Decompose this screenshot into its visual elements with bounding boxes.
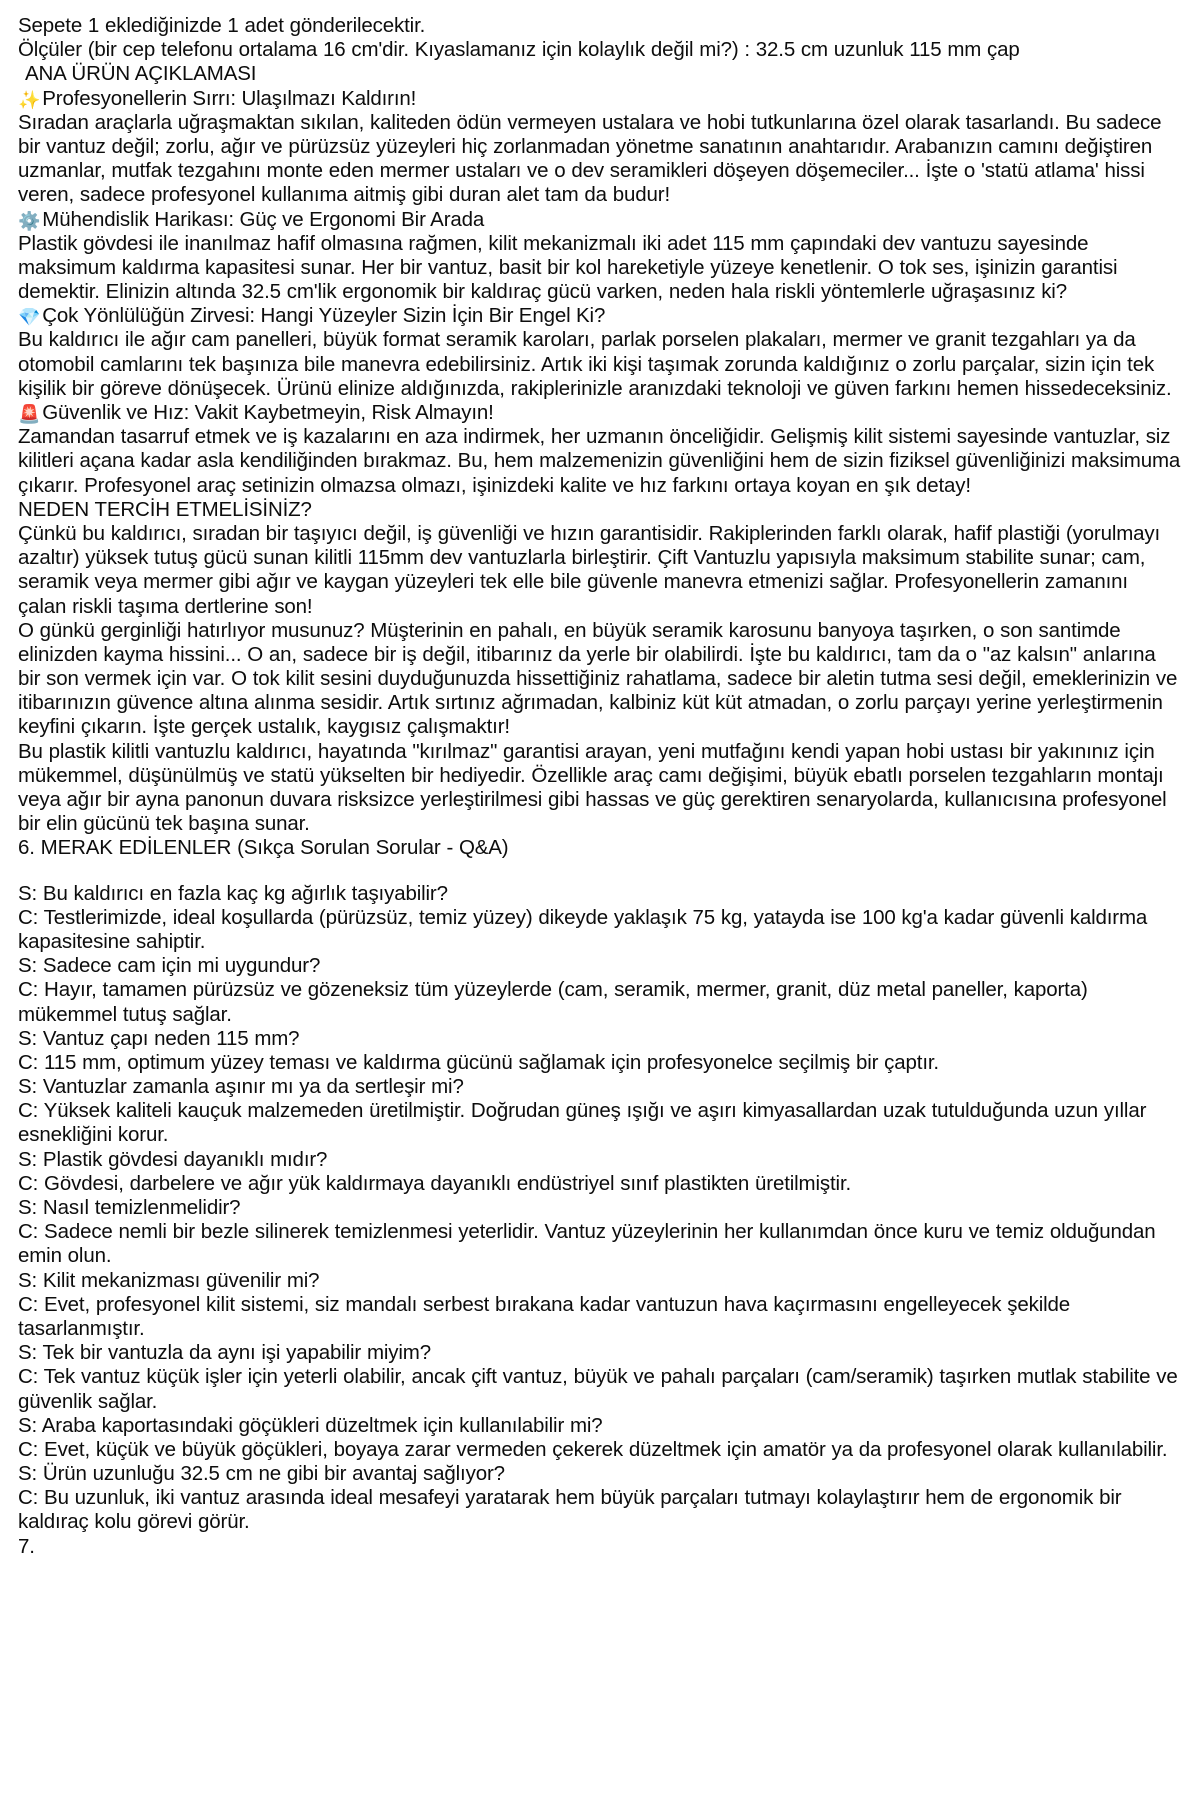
faq-question: S: Kilit mekanizması güvenilir mi? (18, 1268, 320, 1292)
faq-question: S: Sadece cam için mi uygundur? (18, 954, 321, 978)
section-4-body: Zamandan tasarruf etmek ve iş kazalarını en aza indirmek, her uzmanın önceliğidir. Gelişmiş kilit sistemi sayesinde vantuzlar, siz kilitleri açana kadar asla kendiliğinden bırakmaz. Bu, hem malzemenizin güvenliğini hem de sizin fiziksel güvenliğinizi maksimuma çıkarır. Profesyonel araç setinizin olmazsa olmazı, işinizdeki kalite ve hız farkını ortaya koyan en şık detay! (18, 425, 1187, 497)
section-4-title: Güvenlik ve Hız: Vakit Kaybetmeyin, Risk Almayın! (42, 401, 494, 424)
faq-answer: C: Evet, profesyonel kilit sistemi, siz mandalı serbest bırakana kadar vantuzun hava kaçırmasını engelleyecek şekilde tasarlanmıştır. (18, 1292, 1076, 1340)
faq-question: S: Plastik gövdesi dayanıklı mıdır? (18, 1147, 328, 1171)
section-4-heading (18, 401, 1182, 425)
trailing-number: 7. (18, 1534, 35, 1558)
faq-question: S: Ürün uzunluğu 32.5 cm ne gibi bir avantaj sağlıyor? (18, 1462, 505, 1486)
faq-answer: C: Yüksek kaliteli kauçuk malzemeden üretilmiştir. Doğrudan güneş ışığı ve aşırı kimyasallardan uzak tutulduğunda uzun yıllar esnekliğini korur. (18, 1099, 1153, 1147)
faq-answer: C: Testlerimizde, ideal koşullarda (pürüzsüz, temiz yüzey) dikeyde yaklaşık 75 kg, yatayda ise 100 kg'a kadar güvenli kaldırma kapasitesine sahiptir. (18, 905, 1154, 953)
section-3-body: Bu kaldırıcı ile ağır cam panelleri, büyük format seramik karoları, parlak porselen plakaları, mermer ve granit tezgahları ya da otomobil camlarını tek başınıza bile manevra edebilirsiniz. Artık iki kişi taşımak zorunda kaldığınız o zorlu parçalar, sizin için tek kişilik bir göreve dönüşecek. Ürünü elinize aldığınızda, rakiplerinizle aranızdaki teknoloji ve güven farkını hemen hissedeceksiniz. (18, 328, 1172, 400)
intro-line-1: Sepete 1 eklediğinizde 1 adet gönderilecektir. (18, 14, 426, 37)
section-2-heading (18, 208, 1182, 232)
faq-answer: C: Tek vantuz küçük işler için yeterli olabilir, ancak çift vantuz, büyük ve pahalı parçaları (cam/seramik) taşırken mutlak stabilite ve güvenlik sağlar. (18, 1365, 1184, 1413)
faq-answer: C: 115 mm, optimum yüzey teması ve kaldırma gücünü sağlamak için profesyonelce seçilmiş bir çaptır. (18, 1050, 939, 1074)
faq-question: S: Araba kaportasındaki göçükleri düzeltmek için kullanılabilir mi? (18, 1413, 603, 1437)
faq-question: S: Nasıl temizlenmelidir? (18, 1196, 241, 1219)
why-paragraph-2: O günkü gerginliği hatırlıyor musunuz? Müşterinin en pahalı, en büyük seramik karosunu banyoya taşırken, o son santimde elinizden kayma hissini... O an, sadece bir iş değil, itibarınız da yerle bir olabilirdi. İşte bu kaldırıcı, tam da o "az kalsın" anlarına bir son vermek için var. O tok kilit sesini duyduğunuzda hissettiğiniz rahatlama, sadece bir aletin tutma sesi değil, emeklerinizin ve itibarınızın güvence altına alınma sesidir. Artık sırtınız ağrımadan, kalbiniz küt küt atmadan, o zorlu parçayı yerine yerleştirmenin keyfini çıkarın. İşte gerçek ustalık, kaygısız çalışmaktır! (18, 618, 1184, 739)
faq-spacer (18, 861, 1182, 882)
faq-answer: C: Sadece nemli bir bezle silinerek temizlenmesi yeterlidir. Vantuz yüzeylerinin her kullanımdan önce kuru ve temiz olduğundan emin olun. (18, 1220, 1162, 1268)
section-1-body: Sıradan araçlarla uğraşmaktan sıkılan, kaliteden ödün vermeyen ustalara ve hobi tutkunlarına özel olarak tasarlandı. Bu sadece bir vantuz değil; zorlu, ağır ve pürüzsüz yüzeyleri hiç zorlanmadan yönetme sanatının anahtarıdır. Arabanızın camını değiştiren uzmanlar, mutfak tezgahını monte eden mermer ustaları ve o dev seramikleri döşeyen döşemeciler... İşte o 'statü atlama' hissi veren, sadece profesyonel kullanıma aitmiş gibi duran alet tam da budur! (18, 110, 1168, 207)
faq-question: S: Tek bir vantuzla da aynı işi yapabilir miyim? (18, 1341, 431, 1365)
section-3-heading (18, 304, 1182, 328)
faq-answer: C: Gövdesi, darbelere ve ağır yük kaldırmaya dayanıklı endüstriyel sınıf plastikten üretilmiştir. (18, 1171, 852, 1195)
faq-answer: C: Bu uzunluk, iki vantuz arasında ideal mesafeyi yaratarak hem büyük parçaları tutmayı kolaylaştırır hem de ergonomik bir kaldıraç kolu görevi görür. (18, 1486, 1128, 1534)
main-heading: ANA ÜRÜN AÇIKLAMASI (25, 62, 257, 86)
why-paragraph-1: Çünkü bu kaldırıcı, sıradan bir taşıyıcı değil, iş güvenliği ve hızın garantisidir. Rakiplerinden farklı olarak, hafif plastiği (yorulmayı azaltır) yüksek tutuş gücü sunan kilitli 115mm dev vantuzlarla birleştirir. Çift Vantuzlu yapısıyla maksimum stabilite sunar; cam, seramik veya mermer gibi ağır ve kaygan yüzeyleri tek elle bile güvenle manevra etmenizi sağlar. Profesyonellerin zamanını çalan riskli taşıma dertlerine son! (18, 521, 1166, 618)
faq-answer: C: Evet, küçük ve büyük göçükleri, boyaya zarar vermeden çekerek düzeltmek için amatör ya da profesyonel olarak kullanılabilir. (18, 1437, 1168, 1461)
why-heading: NEDEN TERCİH ETMELİSİNİZ? (18, 497, 312, 521)
section-2-title: Mühendislik Harikası: Güç ve Ergonomi Bir Arada (42, 207, 485, 231)
section-3-title: Çok Yönlülüğün Zirvesi: Hangi Yüzeyler Sizin İçin Bir Engel Ki? (42, 304, 606, 328)
faq-heading: 6. MERAK EDİLENLER (Sıkça Sorulan Sorular - Q&A) (18, 836, 509, 860)
intro-line-2: Ölçüler (bir cep telefonu ortalama 16 cm'dir. Kıyaslamanız için kolaylık değil mi?) : 32.5 cm uzunluk 115 mm çap (18, 38, 1020, 62)
section-2-body: Plastik gövdesi ile inanılmaz hafif olmasına rağmen, kilit mekanizmalı iki adet 115 mm çapındaki dev vantuzu sayesinde maksimum kaldırma kapasitesi sunar. Her bir vantuz, basit bir kol hareketiyle yüzeye kenetlenir. O tok ses, işinizin garantisi demektir. Elinizin altında 32.5 cm'lik ergonomik bir kaldıraç gücü varken, neden hala riskli yöntemlerle uğraşasınız ki? (18, 231, 1124, 304)
why-paragraph-3: Bu plastik kilitli vantuzlu kaldırıcı, hayatında "kırılmaz" garantisi arayan, yeni mutfağını kendi yapan hobi ustası bir yakınınız için mükemmel, düşünülmüş ve statü yükselten bir hediyedir. Özellikle araç camı değişimi, büyük ebatlı porselen tezgahların montajı veya ağır bir ayna panonun duvara risksizce yerleştirilmesi gibi hassas ve güç gerektiren senaryolarda, kullanıcısına profesyonel bir elin gücünü tek başına sunar. (18, 739, 1173, 836)
faq-question: S: Bu kaldırıcı en fazla kaç kg ağırlık taşıyabilir? (18, 881, 448, 905)
faq-answer: C: Hayır, tamamen pürüzsüz ve gözeneksiz tüm yüzeylerde (cam, seramik, mermer, granit, düz metal paneller, kaporta) mükemmel tutuş sağlar. (18, 978, 1094, 1026)
faq-question: S: Vantuz çapı neden 115 mm? (18, 1026, 300, 1050)
sparkles-icon: ✨ (18, 89, 41, 111)
diamond-icon: 💎 (18, 307, 41, 329)
section-1-heading (18, 87, 1182, 111)
section-1-title: Profesyonellerin Sırrı: Ulaşılmazı Kaldırın! (42, 86, 417, 110)
siren-icon: 🚨 (18, 404, 41, 425)
gear-icon: ⚙️ (18, 210, 41, 232)
faq-question: S: Vantuzlar zamanla aşınır mı ya da sertleşir mi? (18, 1075, 464, 1099)
